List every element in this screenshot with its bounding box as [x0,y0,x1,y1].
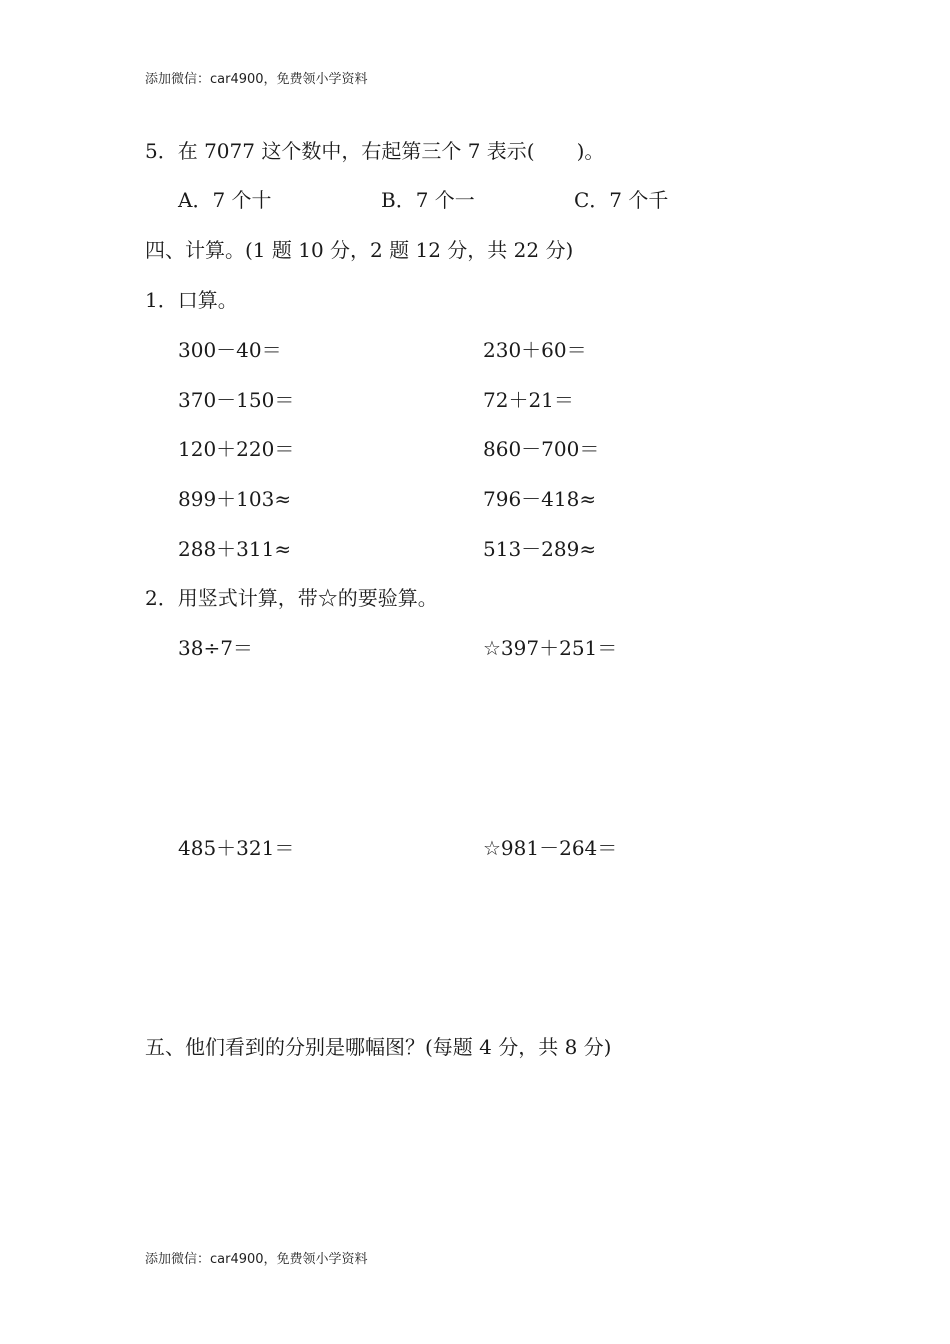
option-c: C．7 个千 [574,188,669,212]
oral-problem: 288＋311≈ [178,537,292,561]
footer-note: 添加微信：car4900，免费领小学资料 [145,1252,368,1267]
oral-problem: 899＋103≈ [178,487,292,511]
option-b: B．7 个一 [381,188,475,212]
option-a: A．7 个十 [178,188,272,212]
part-1-title: 1．口算。 [145,288,238,312]
oral-problem: 72＋21＝ [483,388,574,412]
section-4-title: 四、计算。(1 题 10 分，2 题 12 分，共 22 分) [145,238,574,262]
vertical-problem: ☆981－264＝ [483,836,618,860]
vertical-problem: ☆397＋251＝ [483,636,618,660]
oral-problem: 300－40＝ [178,338,282,362]
section-5-title: 五、他们看到的分别是哪幅图？(每题 4 分，共 8 分) [145,1035,612,1059]
question-5-stem-before: 5．在 7077 这个数中，右起第三个 7 表示( [145,139,535,163]
oral-problem: 370－150＝ [178,388,295,412]
question-5-stem [145,138,604,164]
vertical-problem: 38÷7＝ [178,636,253,660]
oral-problem: 513－289≈ [483,537,597,561]
vertical-problem: 485＋321＝ [178,836,295,860]
oral-problem: 860－700＝ [483,437,600,461]
header-note: 添加微信：car4900，免费领小学资料 [145,72,368,87]
question-5-stem-after: )。 [576,139,605,163]
oral-problem: 230＋60＝ [483,338,587,362]
oral-problem: 120＋220＝ [178,437,295,461]
oral-problem: 796－418≈ [483,487,597,511]
part-2-title: 2．用竖式计算，带☆的要验算。 [145,586,438,610]
